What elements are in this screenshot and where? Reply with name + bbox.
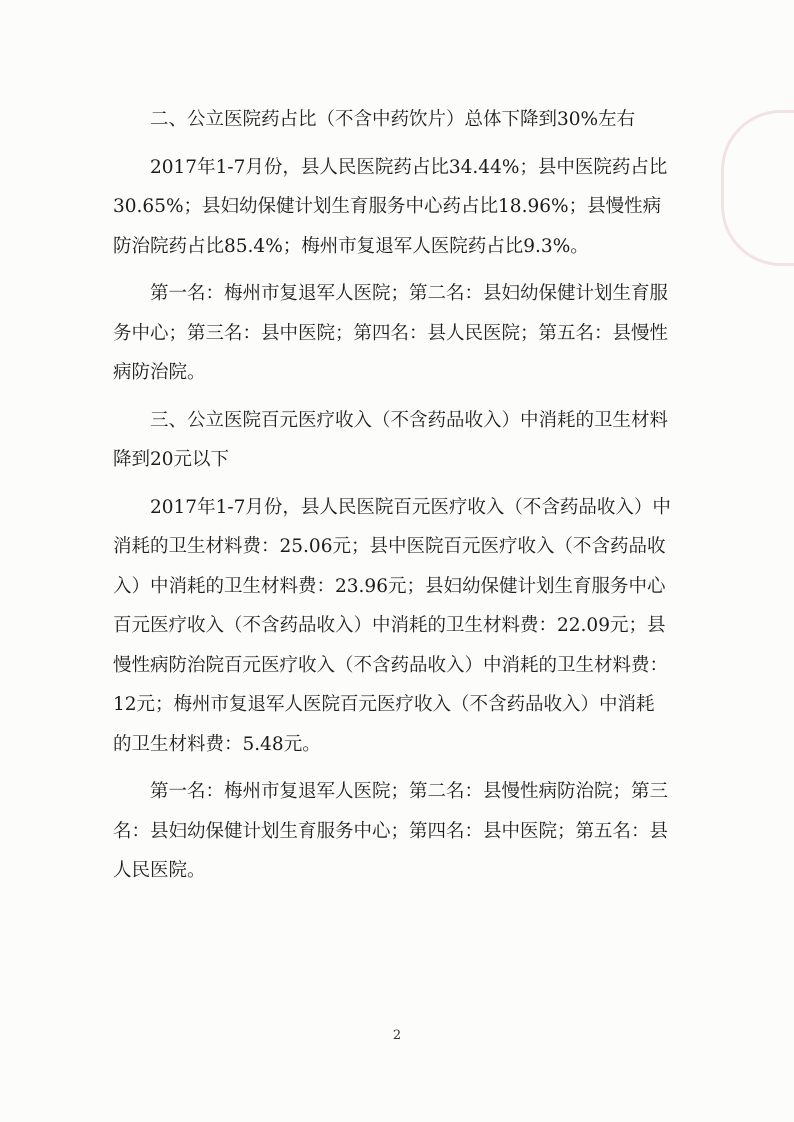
document-body [113,100,673,891]
page-number: 2 [392,1028,402,1043]
paragraph: 第一名：梅州市复退军人医院；第二名：县妇幼保健计划生育服务中心；第三名：县中医院；第四名：县人民医院；第五名：县慢性病防治院。 [113,283,669,383]
section-heading: 三、公立医院百元医疗收入（不含药品收入）中消耗的卫生材料降到20元以下 [113,409,669,470]
section-heading: 二、公立医院药占比（不含中药饮片）总体下降到30%左右 [150,109,636,130]
paragraph: 第一名：梅州市复退军人医院；第二名：县慢性病防治院；第三名：县妇幼保健计划生育服务中心；第四名：县中医院；第五名：县人民医院。 [113,781,669,881]
paragraph: 2017年1-7月份，县人民医院百元医疗收入（不含药品收入）中消耗的卫生材料费：25.06元；县中医院百元医疗收入（不含药品收入）中消耗的卫生材料费：23.96元；县妇幼保健计划生育服务中心百元医疗收入（不含药品收入）中消耗的卫生材料费：22.09元；县慢性病防治院百元医疗收入（不含药品收入）中消耗的卫生材料费：12元；梅州市复退军人医院百元医疗收入（不含药品收入）中消耗的卫生材料费：5.48元。 [113,496,671,755]
paragraph: 2017年1-7月份，县人民医院药占比34.44%；县中医院药占比30.65%；县妇幼保健计划生育服务中心药占比18.96%；县慢性病防治院药占比85.4%；梅州市复退军人医院药占比9.3%。 [113,156,668,257]
seal-edge [721,110,794,266]
